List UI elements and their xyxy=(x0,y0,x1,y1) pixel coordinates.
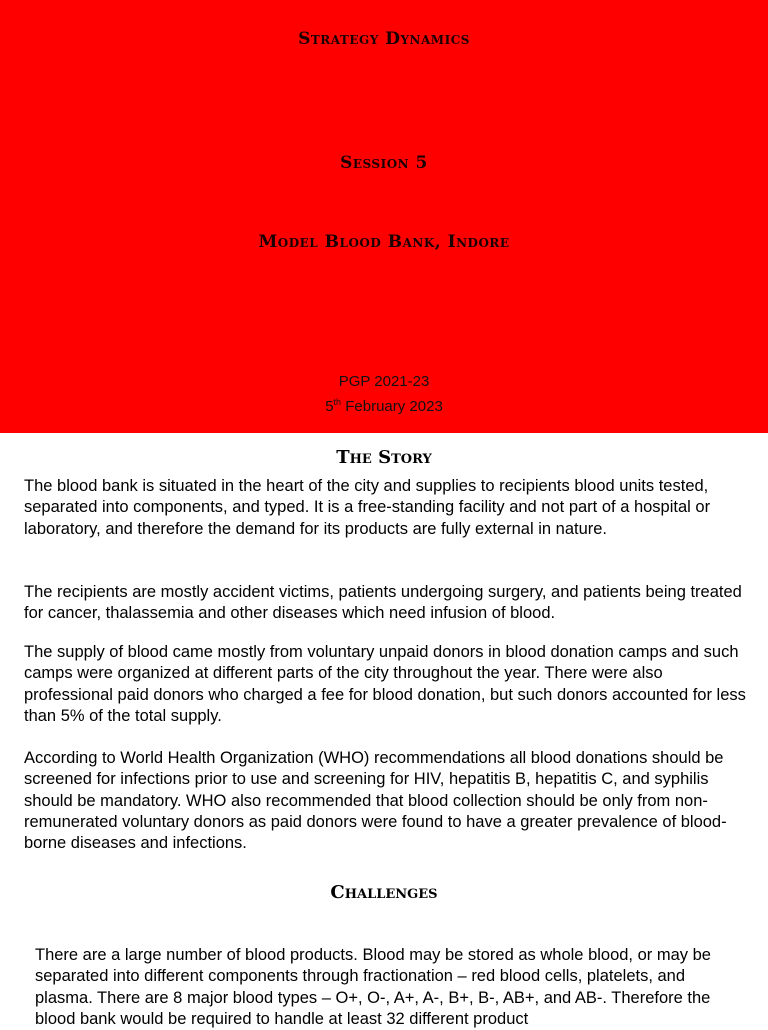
challenges-paragraph-1: There are a large number of blood products. Blood may be stored as whole blood, or may be separated into different components through fractionation – red blood cells, platelets, and plasma. There are 8 major blood types – O+, O-, A+, A-, B+, B-, AB+, and AB-. Therefore the blood bank would be required to handle at least 32 different product xyxy=(35,946,711,1028)
program-label: PGP 2021-23 xyxy=(338,373,430,390)
cover-slide xyxy=(0,0,768,433)
course-title: Strategy Dynamics xyxy=(298,29,470,49)
case-title: Model Blood Bank, Indore xyxy=(258,232,510,252)
story-paragraph-1: The blood bank is situated in the heart of the city and supplies to recipients blood units tested, separated into components, and typed. It is a free-standing facility and not part of a hospital or laboratory, and therefore the demand for its products are fully external in nature. xyxy=(24,477,711,538)
session-label: Session 5 xyxy=(340,153,428,173)
story-paragraph-4: According to World Health Organization (WHO) recommendations all blood donations should be screened for infections prior to use and screening for HIV, hepatitis B, hepatitis C, and syphilis should be mandatory. WHO also recommended that blood collection should be only from non-remunerated voluntary donors as paid donors were found to have a greater prevalence of blood-borne diseases and infections. xyxy=(24,749,727,853)
story-paragraph-3: The supply of blood came mostly from voluntary unpaid donors in blood donation camps and such camps were organized at different parts of the city throughout the year. There were also professional paid donors who charged a fee for blood donation, but such donors accounted for less than 5% of the total supply. xyxy=(24,643,746,725)
challenges-heading: Challenges xyxy=(330,882,438,903)
story-heading: The Story xyxy=(336,447,432,468)
presentation-date: 5th February 2023 xyxy=(325,397,443,415)
story-paragraph-2: The recipients are mostly accident victims, patients undergoing surgery, and patients being treated for cancer, thalassemia and other diseases which need infusion of blood. xyxy=(24,583,742,623)
story-slide xyxy=(0,433,768,1028)
